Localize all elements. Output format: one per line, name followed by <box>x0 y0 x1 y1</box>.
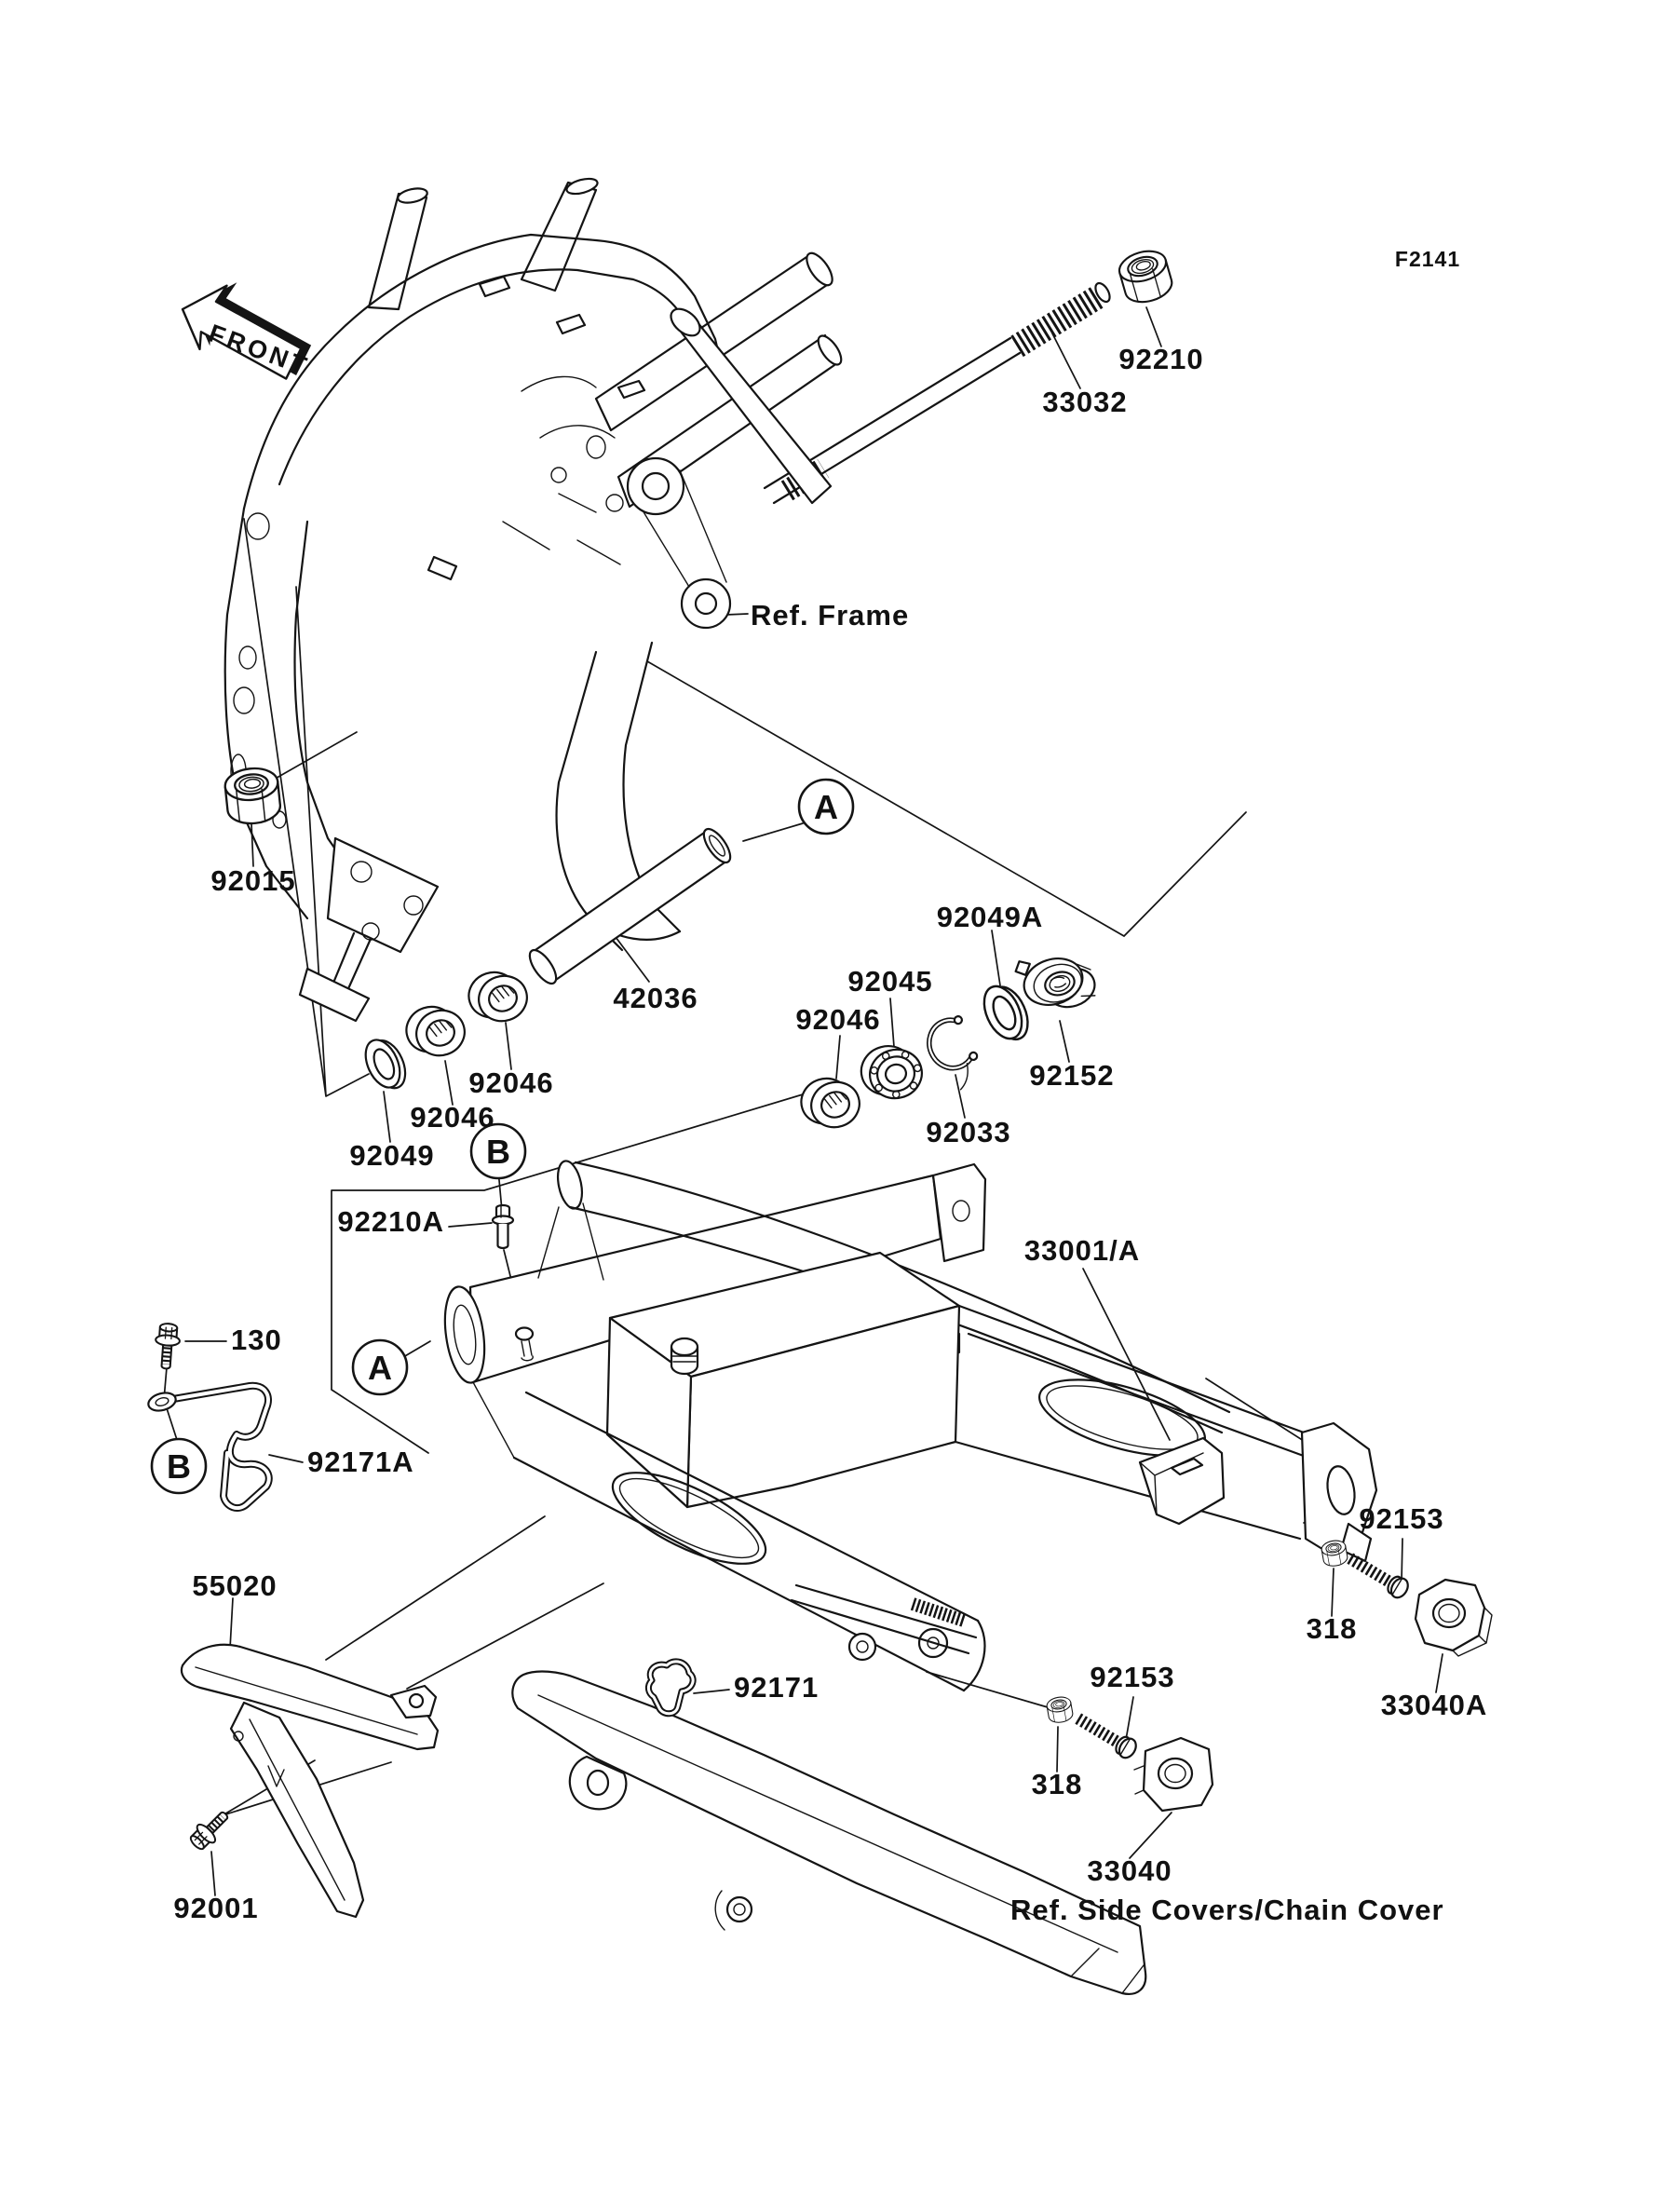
part-label-33032: 33032 <box>1042 386 1128 418</box>
part-label-92049a: 92049A <box>936 901 1044 933</box>
part-label-318: 318 <box>1031 1768 1083 1800</box>
clip-92171-drawing <box>648 1662 693 1714</box>
part-label-33040: 33040 <box>1087 1854 1172 1887</box>
part-label-92171: 92171 <box>734 1671 820 1704</box>
part-label-92046: 92046 <box>410 1101 495 1134</box>
part-label-92210: 92210 <box>1118 343 1204 375</box>
callout-a <box>799 780 853 834</box>
part-label-92001: 92001 <box>173 1892 259 1924</box>
callout-b <box>152 1439 206 1493</box>
front-arrow <box>171 268 328 387</box>
part-label-ref-frame: Ref. Frame <box>751 599 910 631</box>
part-label-92015: 92015 <box>210 864 296 897</box>
part-label-33040a: 33040A <box>1380 1689 1488 1721</box>
svg-text:A: A <box>814 788 838 826</box>
chain-guard-55020-drawing <box>182 1645 438 1917</box>
part-label-ref-side-covers-chain-cover: Ref. Side Covers/Chain Cover <box>1010 1894 1444 1926</box>
figure-code: F2141 <box>1394 247 1461 271</box>
part-label-92045: 92045 <box>847 965 933 998</box>
callout-a <box>353 1340 407 1394</box>
part-label-55020: 55020 <box>192 1569 278 1602</box>
part-label-92152: 92152 <box>1029 1059 1115 1092</box>
part-label-92046: 92046 <box>468 1066 554 1099</box>
svg-text:B: B <box>167 1447 191 1486</box>
part-label-130: 130 <box>231 1324 282 1356</box>
part-label-33001-a: 33001/A <box>1023 1234 1141 1267</box>
nut-318-lower-drawing <box>1046 1695 1074 1724</box>
part-label-92049: 92049 <box>349 1139 435 1172</box>
part-label-92033: 92033 <box>926 1116 1011 1148</box>
part-label-42036: 42036 <box>613 982 698 1014</box>
adjuster-33040A-drawing <box>1416 1580 1492 1656</box>
nut-92015-drawing <box>224 766 282 825</box>
svg-text:B: B <box>486 1133 510 1171</box>
adjuster-33040-drawing <box>1134 1738 1213 1811</box>
swingarm-drawing <box>440 1159 1376 1691</box>
part-label-92171a: 92171A <box>307 1446 414 1478</box>
svg-text:A: A <box>368 1349 392 1387</box>
front-arrow-label: FRONT <box>205 319 314 382</box>
part-label-92046: 92046 <box>795 1003 881 1036</box>
bolt-130-drawing <box>154 1323 181 1369</box>
part-label-318: 318 <box>1306 1612 1358 1645</box>
part-label-92153: 92153 <box>1090 1661 1175 1693</box>
screw-92210A-drawing <box>493 1205 513 1248</box>
part-label-92153: 92153 <box>1359 1502 1444 1535</box>
part-label-92210a: 92210A <box>337 1205 444 1238</box>
